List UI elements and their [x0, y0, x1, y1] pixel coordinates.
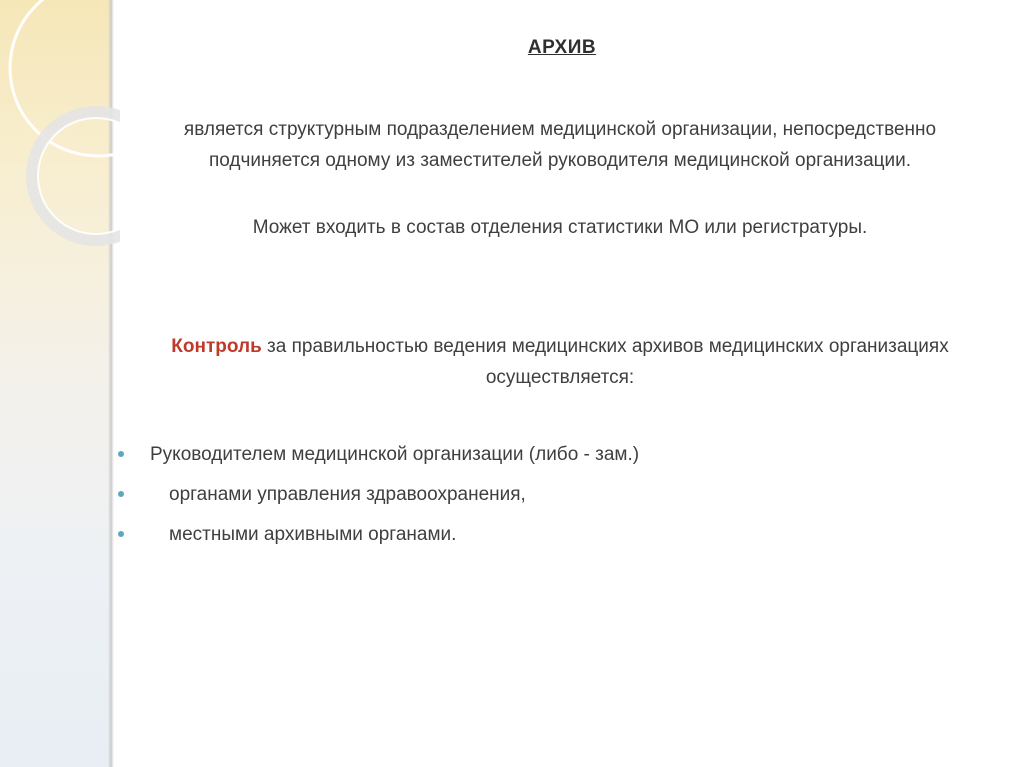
archive-structure-paragraph: Может входить в состав отделения статистики МО или регистратуры.	[252, 217, 868, 238]
list-item	[118, 519, 978, 559]
list-item-text: местными архивными органами.	[169, 524, 457, 545]
list-item-text: органами управления здравоохранения,	[169, 484, 526, 505]
archive-definition-paragraph: является структурным подразделением медицинской организации, непосредственно подчиняется одному из заместителей руководителя медицинской организации.	[183, 119, 937, 171]
control-keyword: Контроль	[171, 336, 262, 357]
bullet-dot-icon	[118, 451, 124, 457]
decor-ring-medium	[32, 112, 120, 240]
list-item-text: Руководителем медицинской организации (либо - зам.)	[150, 444, 640, 465]
control-text: за правильностью ведения медицинских архивов медицинских организациях осуществляется:	[261, 336, 949, 388]
decor-ring-large	[10, 0, 120, 156]
bullet-dot-icon	[118, 531, 124, 537]
bullet-dot-icon	[118, 491, 124, 497]
control-paragraph	[130, 331, 990, 393]
control-bodies-list	[118, 439, 978, 559]
slide-title: АРХИВ	[527, 37, 597, 58]
list-item	[118, 439, 978, 479]
list-item	[118, 479, 978, 519]
